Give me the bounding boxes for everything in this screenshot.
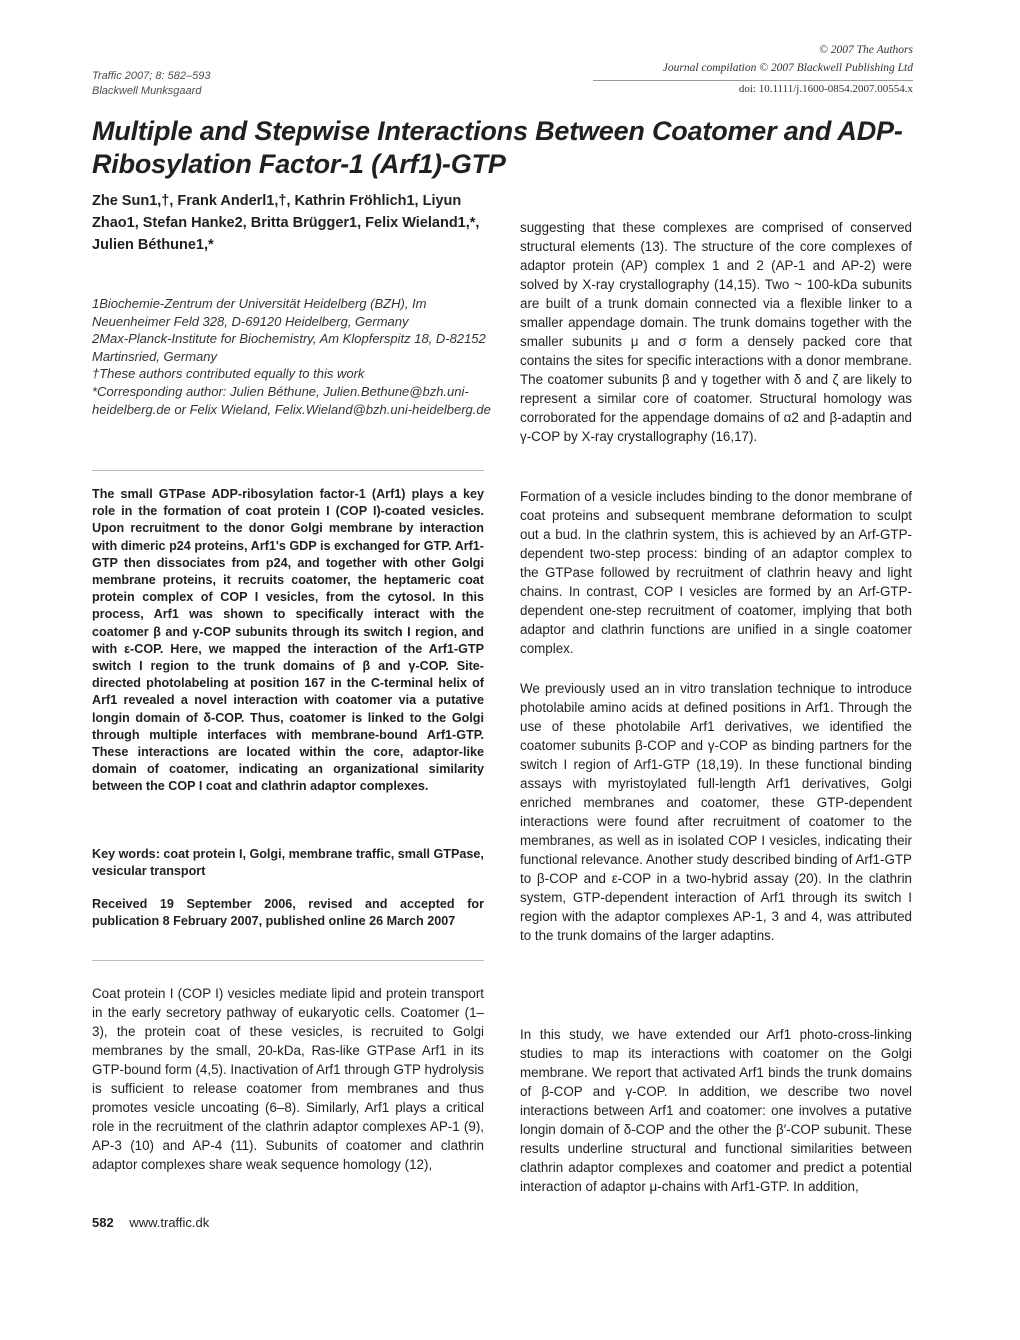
intro-paragraph-3: Formation of a vesicle includes binding to the donor membrane of coat proteins and subsequent membrane deformation to sculpt out a bud. In the clathrin system, this is achieved by an Arf-GTP-dependent two-step process: binding of an adaptor complex to the GTPase followed by recruitment of clathrin heavy and light chains. In contrast, COP I vesicles are formed by an Arf-GTP-dependent one-step recruitment of coatomer, implying that both adaptor and clathrin functions are unified in a single coatomer complex.: [520, 489, 912, 656]
copyright: © 2007 The Authors: [819, 44, 913, 56]
publisher: Blackwell Munksgaard: [92, 85, 202, 97]
page-footer: [92, 1215, 209, 1230]
keywords: Key words: coat protein I, Golgi, membrane traffic, small GTPase, vesicular transport: [92, 847, 484, 879]
intro-paragraph-5: In this study, we have extended our Arf1 photo-cross-linking studies to map its interactions with coatomer on the Golgi membrane. We report that activated Arf1 binds the trunk domains of β-COP and γ-COP. In addition, we describe two novel interactions between Arf1 and coatomer: one involves a putative longin domain of δ-COP and the other the β′-COP subunit. These results underline structural and functional similarities between clathrin adaptor complexes and coatomer and predict a potential interaction of adaptor μ-chains with Arf1-GTP. In addition,: [520, 1027, 912, 1194]
intro-paragraph-4: We previously used an in vitro translation technique to introduce photolabile amino acids at defined positions in Arf1. Through the use of these photolabile Arf1 derivatives, we identified the coatomer subunits β-COP and γ-COP as binding partners for the switch I region of Arf1-GTP (18,19). In these functional binding assays with myristoylated full-length Arf1 derivatives, Golgi enriched membranes and coatomer, these GTP-dependent interactions were found after recruitment of coatomer to the membranes, as well as in isolated COP I vesicles, indicating their functional relevance. Another study described binding of Arf1-GTP to β-COP and ε-COP in a two-hybrid assay (20). In the clathrin system, GTP-dependent interaction of Arf1 through its switch I region with the adaptor complexes AP-1, 3 and 4, was attributed to the trunk domains of the larger adaptins.: [520, 681, 912, 943]
footer-url[interactable]: www.traffic.dk: [129, 1215, 210, 1230]
affiliation-2: 2Max-Planck-Institute for Biochemistry, Am Klopferspitz 18, D-82152 Martinsried, Germany: [92, 331, 486, 364]
compilation: Journal compilation © 2007 Blackwell Publishing Ltd: [662, 62, 913, 74]
affiliations: [92, 295, 492, 418]
journal-line: Traffic 2007; 8: 582–593: [92, 70, 211, 82]
intro-paragraph-2: suggesting that these complexes are comprised of conserved structural elements (13). The structure of the core complexes of adaptor protein (AP) complex 1 and 2 (AP-1 and AP-2) were solved by X-ray crystallography (14,15). Two ~ 100-kDa subunits are built of a trunk domain connected via a flexible linker to a smaller appendage domain. The trunk domains together with the smaller subunits μ and σ form a densely packed core that contains the sites for specific interactions with a donor membrane. The coatomer subunits β and γ together with δ and ζ are likely to represent a similar core of coatomer. Structural homology was corroborated for the appendage domains of α2 and β-adaptin and γ-COP by X-ray crystallography (16,17).: [520, 220, 912, 444]
doi: doi: 10.1111/j.1600-0854.2007.00554.x: [593, 80, 913, 95]
author-list: Zhe Sun1,†, Frank Anderl1,†, Kathrin Fröhlich1, Liyun Zhao1, Stefan Hanke2, Britta Brügger1, Felix Wieland1,*, Julien Béthune1,*: [92, 193, 480, 253]
rights-block: [593, 41, 913, 77]
affiliation-1: 1Biochemie-Zentrum der Universität Heidelberg (BZH), Im Neuenheimer Feld 328, D-69120 Heidelberg, Germany: [92, 296, 427, 329]
intro-paragraph-1: Coat protein I (COP I) vesicles mediate lipid and protein transport in the early secretory pathway of eukaryotic cells. Coatomer (1–3), the protein coat of these vesicles, is recruited to Golgi membranes by the small, 20-kDa, Ras-like GTPase Arf1 in its GTP-bound form (4,5). Inactivation of Arf1 through GTP hydrolysis is sufficient to release coatomer from membranes and thus promotes vesicle uncoating (6–8). Similarly, Arf1 plays a critical role in the recruitment of the clathrin adaptor complexes AP-1 (9), AP-3 (10) and AP-4 (11). Subunits of coatomer and clathrin adaptor complexes share weak sequence homology (12),: [92, 986, 484, 1172]
received-dates: Received 19 September 2006, revised and accepted for publication 8 February 2007, published online 26 March 2007: [92, 897, 484, 929]
corresponding-author: *Corresponding author: Julien Béthune, Julien.Bethune@bzh.uni-heidelberg.de or Felix Wieland, Felix.Wieland@bzh.uni-heidelberg.de: [92, 383, 491, 417]
journal-citation: [92, 69, 210, 99]
abstract: The small GTPase ADP-ribosylation factor-1 (Arf1) plays a key role in the formation of coat protein I (COP I)-coated vesicles. Upon recruitment to the donor Golgi membrane by interaction with dimeric p24 proteins, Arf1's GDP is exchanged for GTP. Arf1-GTP then dissociates from p24, and together with other Golgi membrane proteins, it recruits coatomer, the heptameric coat protein complex of COP I vesicles, from the cytosol. In this process, Arf1 was shown to specifically interact with the coatomer β and γ-COP subunits through its switch I region, and with ε-COP. Here, we mapped the interaction of the Arf1-GTP switch I region to the trunk domains of β and γ-COP. Site-directed photolabeling at position 167 in the C-terminal helix of Arf1 revealed a novel interaction with coatomer via a putative longin domain of δ-COP. Thus, coatomer is linked to the Golgi through multiple interfaces with membrane-bound Arf1-GTP. These interactions are located within the core, adaptor-like domain of coatomer, indicating an organizational similarity between the COP I coat and clathrin adaptor complexes.: [92, 487, 484, 794]
paper-title: Multiple and Stepwise Interactions Between Coatomer and ADP-Ribosylation Factor-1 (Arf1)-GTP: [92, 116, 903, 179]
page-number: 582: [92, 1215, 114, 1230]
divider: [92, 960, 484, 961]
divider: [92, 470, 484, 471]
equal-contribution-note: †These authors contributed equally to this work: [92, 366, 365, 382]
